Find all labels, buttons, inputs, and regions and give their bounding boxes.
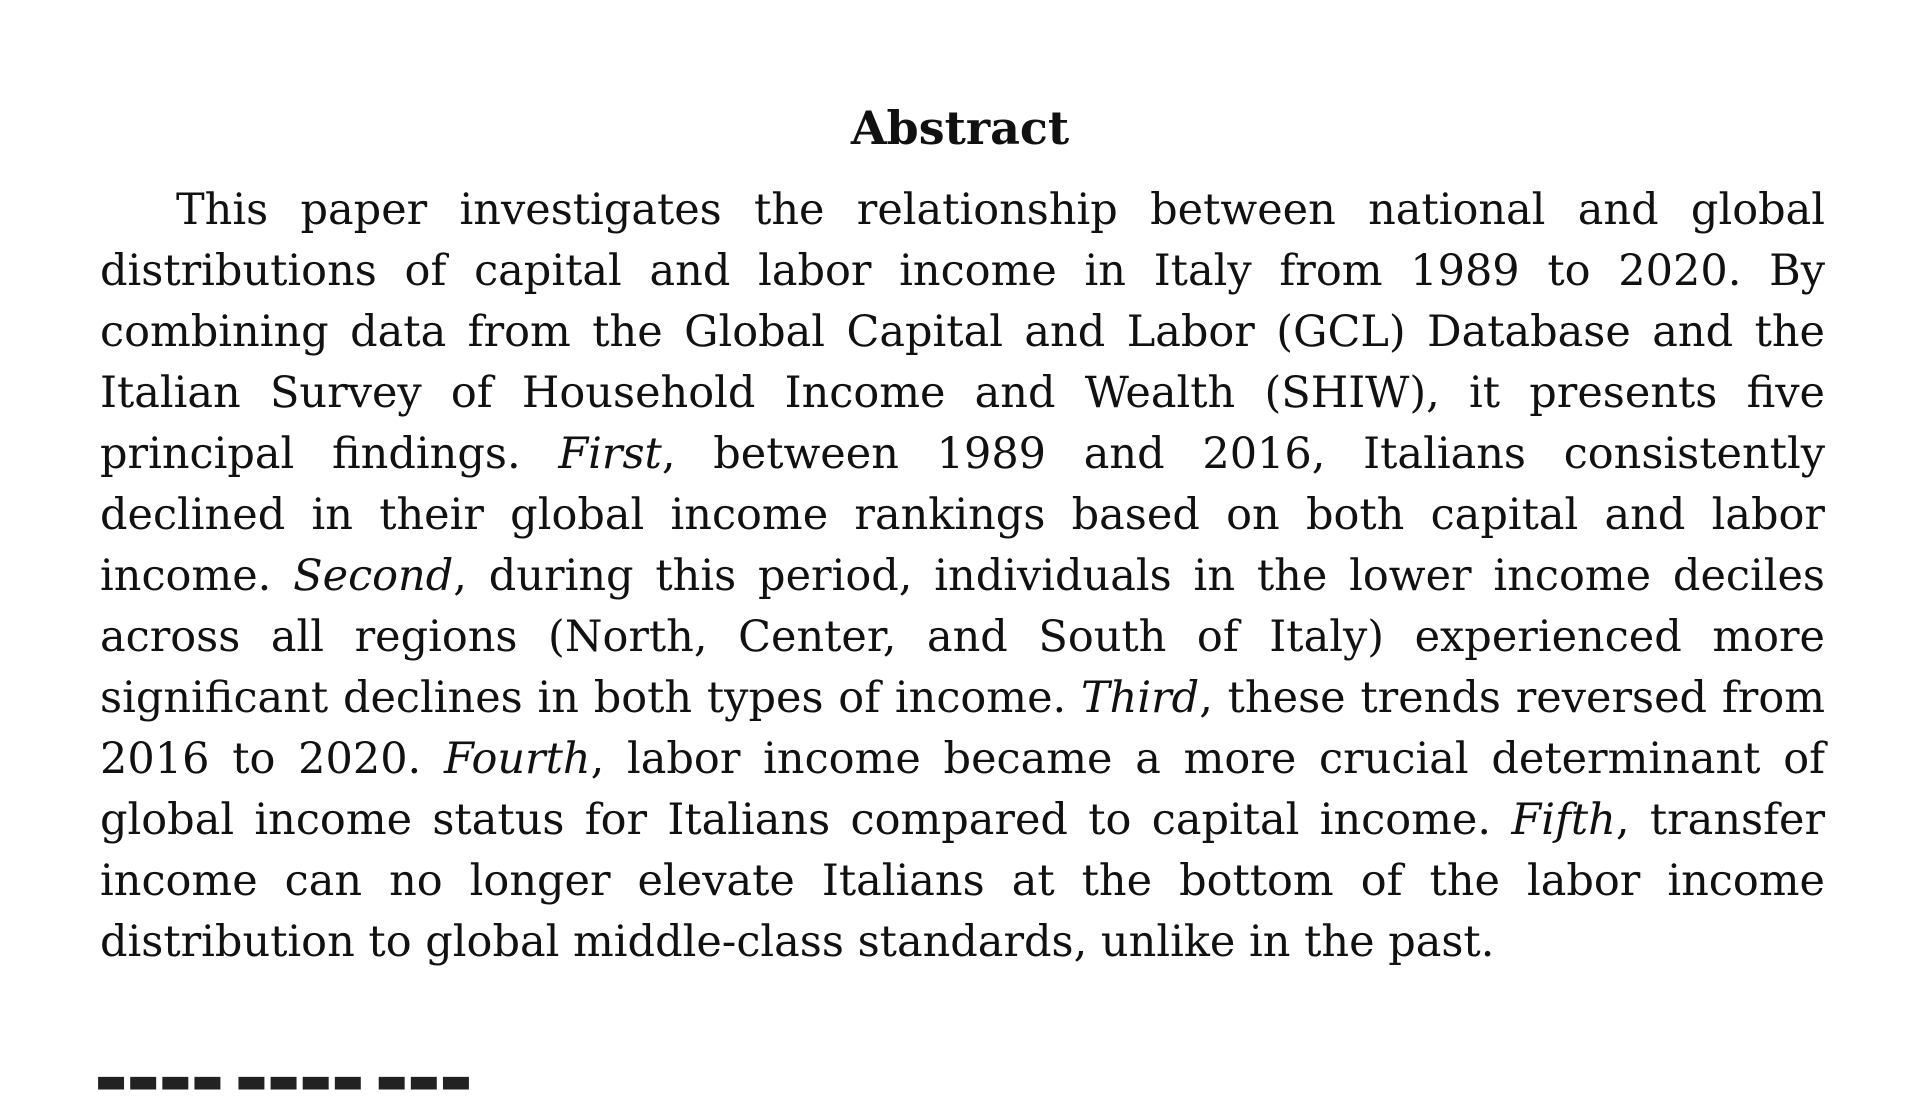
- cut-off-text-strokes: ▬▬▬▬ ▬▬▬▬ ▬▬▬: [95, 1061, 473, 1101]
- finding-fifth-label: Fifth: [1511, 795, 1616, 845]
- finding-fourth-label: Fourth: [443, 734, 591, 784]
- finding-third-text: , these trends reversed from 2016 to 2020.: [100, 673, 1825, 784]
- finding-fifth-text: , transfer income can no longer elevate Italians at the bottom of the labor income distribution to global middle-class standards, unlike in the past.: [100, 795, 1825, 967]
- finding-first-label: First: [558, 429, 662, 479]
- finding-fourth-text: , labor income became a more crucial determinant of global income status for Italians compared to capital income.: [100, 734, 1825, 845]
- abstract-intro: This paper investigates the relationship between national and global distributions of capital and labor income in Italy from 1989 to 2020. By combining data from the Global Capital and Labor (GCL) Database and the Italian Survey of Household Income and Wealth (SHIW), it presents five principal findings.: [100, 185, 1825, 479]
- abstract-body: [100, 180, 1825, 973]
- finding-second-label: Second: [293, 551, 454, 601]
- finding-first-text: , between 1989 and 2016, Italians consistently declined in their global income rankings based on both capital and labor income.: [100, 429, 1825, 601]
- abstract-heading: Abstract: [850, 101, 1070, 155]
- finding-third-label: Third: [1080, 673, 1200, 723]
- cut-off-text-fragment: [95, 1061, 515, 1101]
- finding-second-text: , during this period, individuals in the lower income deciles across all regions (North, Center, and South of Italy) experienced more significant declines in both types of income.: [100, 551, 1826, 723]
